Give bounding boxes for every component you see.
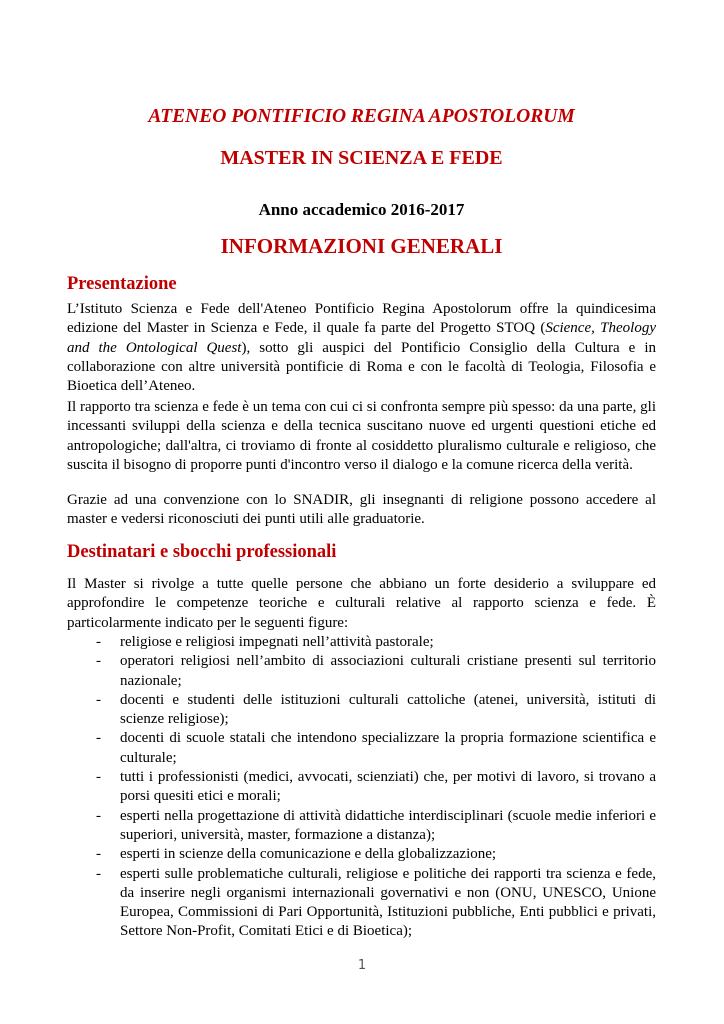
- paragraph-text: L’Istituto Scienza e Fede dell'Ateneo Pontificio Regina Apostolorum offre la quindicesima edizione del Master in Scienza e Fede, il quale fa parte del Progetto STOQ (: [67, 301, 656, 337]
- paragraph-text: ), sotto gli auspici del Pontificio Consiglio della Cultura e in collaborazione con altre università pontificie di Roma e con le facoltà di Teologia, Filosofia e Bioetica dell’Ateneo.: [67, 339, 657, 395]
- dash-bullet: -: [96, 769, 101, 786]
- list-item-text: esperti in scienze della comunicazione e della globalizzazione;: [120, 846, 497, 863]
- dash-bullet: -: [96, 691, 101, 708]
- list-item-text: tutti i professionisti (medici, avvocati, scienziati) che, per motivi di lavoro, si trovano a porsi quesiti etici e morali;: [120, 769, 656, 805]
- paragraph-presentazione-3: Grazie ad una convenzione con lo SNADIR, gli insegnanti di religione possono accedere al master e vedersi riconosciuti dei punti utili alle graduatorie.: [67, 492, 656, 528]
- paragraph-presentazione-1: [67, 300, 656, 396]
- dash-bullet: -: [96, 865, 101, 882]
- list-item-text: esperti sulle problematiche culturali, religiose e politiche dei rapporti tra scienza e fede, da inserire negli organismi internazionali governativi e non (ONU, UNESCO, Unione Europea, Commissioni di Pari Opportunità, Istituzioni pubbliche, Enti pubblici e privati, Settore Non-Profit, Comitati Etici e di Bioetica);: [120, 865, 656, 940]
- list-item-text: esperti nella progettazione di attività didattiche interdisciplinari (scuole medie inferiori e superiori, università, master, formazione a distanza);: [120, 807, 656, 843]
- paragraph-presentazione-2: Il rapporto tra scienza e fede è un tema con cui ci si confronta sempre più spesso: da una parte, gli incessanti sviluppi della scienza e della tecnica suscitano nuove ed urgenti questioni etiche ed antropologiche; dall'altra, ci troviamo di fronte al cosiddetto pluralismo culturale e religioso, che suscita il bisogno di proporre punti d'incontro verso il dialogo e la comune ricerca della verità.: [67, 399, 656, 473]
- dash-bullet: -: [96, 730, 101, 747]
- target-audience-list: [67, 633, 656, 942]
- dash-bullet: -: [96, 807, 101, 824]
- heading-destinatari: Destinatari e sbocchi professionali: [67, 542, 337, 562]
- program-title: MASTER IN SCIENZA E FEDE: [220, 147, 503, 169]
- page-number: 1: [357, 958, 367, 973]
- dash-bullet: -: [96, 846, 101, 863]
- list-item: [67, 691, 656, 730]
- list-item: [67, 768, 656, 807]
- list-item-text: docenti e studenti delle istituzioni culturali cattoliche (atenei, università, istituti di scienze religiose);: [120, 691, 656, 728]
- dash-bullet: -: [96, 653, 101, 670]
- dash-bullet: -: [96, 634, 101, 650]
- list-item-text: docenti di scuole statali che intendono specializzare la propria formazione scientifica e culturale;: [120, 730, 656, 766]
- list-item-text: operatori religiosi nell’ambito di associazioni culturali cristiane presenti sul territorio nazionale;: [120, 653, 656, 689]
- list-item: [67, 845, 656, 864]
- heading-presentazione: Presentazione: [67, 274, 177, 294]
- list-item: [67, 807, 656, 846]
- list-item-text: religiose e religiosi impegnati nell’attività pastorale;: [120, 634, 434, 650]
- section-title: INFORMAZIONI GENERALI: [220, 234, 503, 258]
- list-item: [67, 633, 656, 652]
- list-item: [67, 729, 656, 768]
- paragraph-destinatari-intro: Il Master si rivolge a tutte quelle persone che abbiano un forte desiderio a sviluppare ed approfondire le competenze teoriche e culturali relative al rapporto scienza e fede. È particolarmente indicato per le seguenti figure:: [67, 576, 656, 631]
- list-item: [67, 652, 656, 691]
- stoq-italic-text: Science, Theology and the Ontological Quest: [67, 320, 656, 356]
- academic-year: Anno accademico 2016-2017: [258, 200, 465, 219]
- list-item: [67, 865, 656, 942]
- institution-title: ATENEO PONTIFICIO REGINA APOSTOLORUM: [148, 106, 575, 127]
